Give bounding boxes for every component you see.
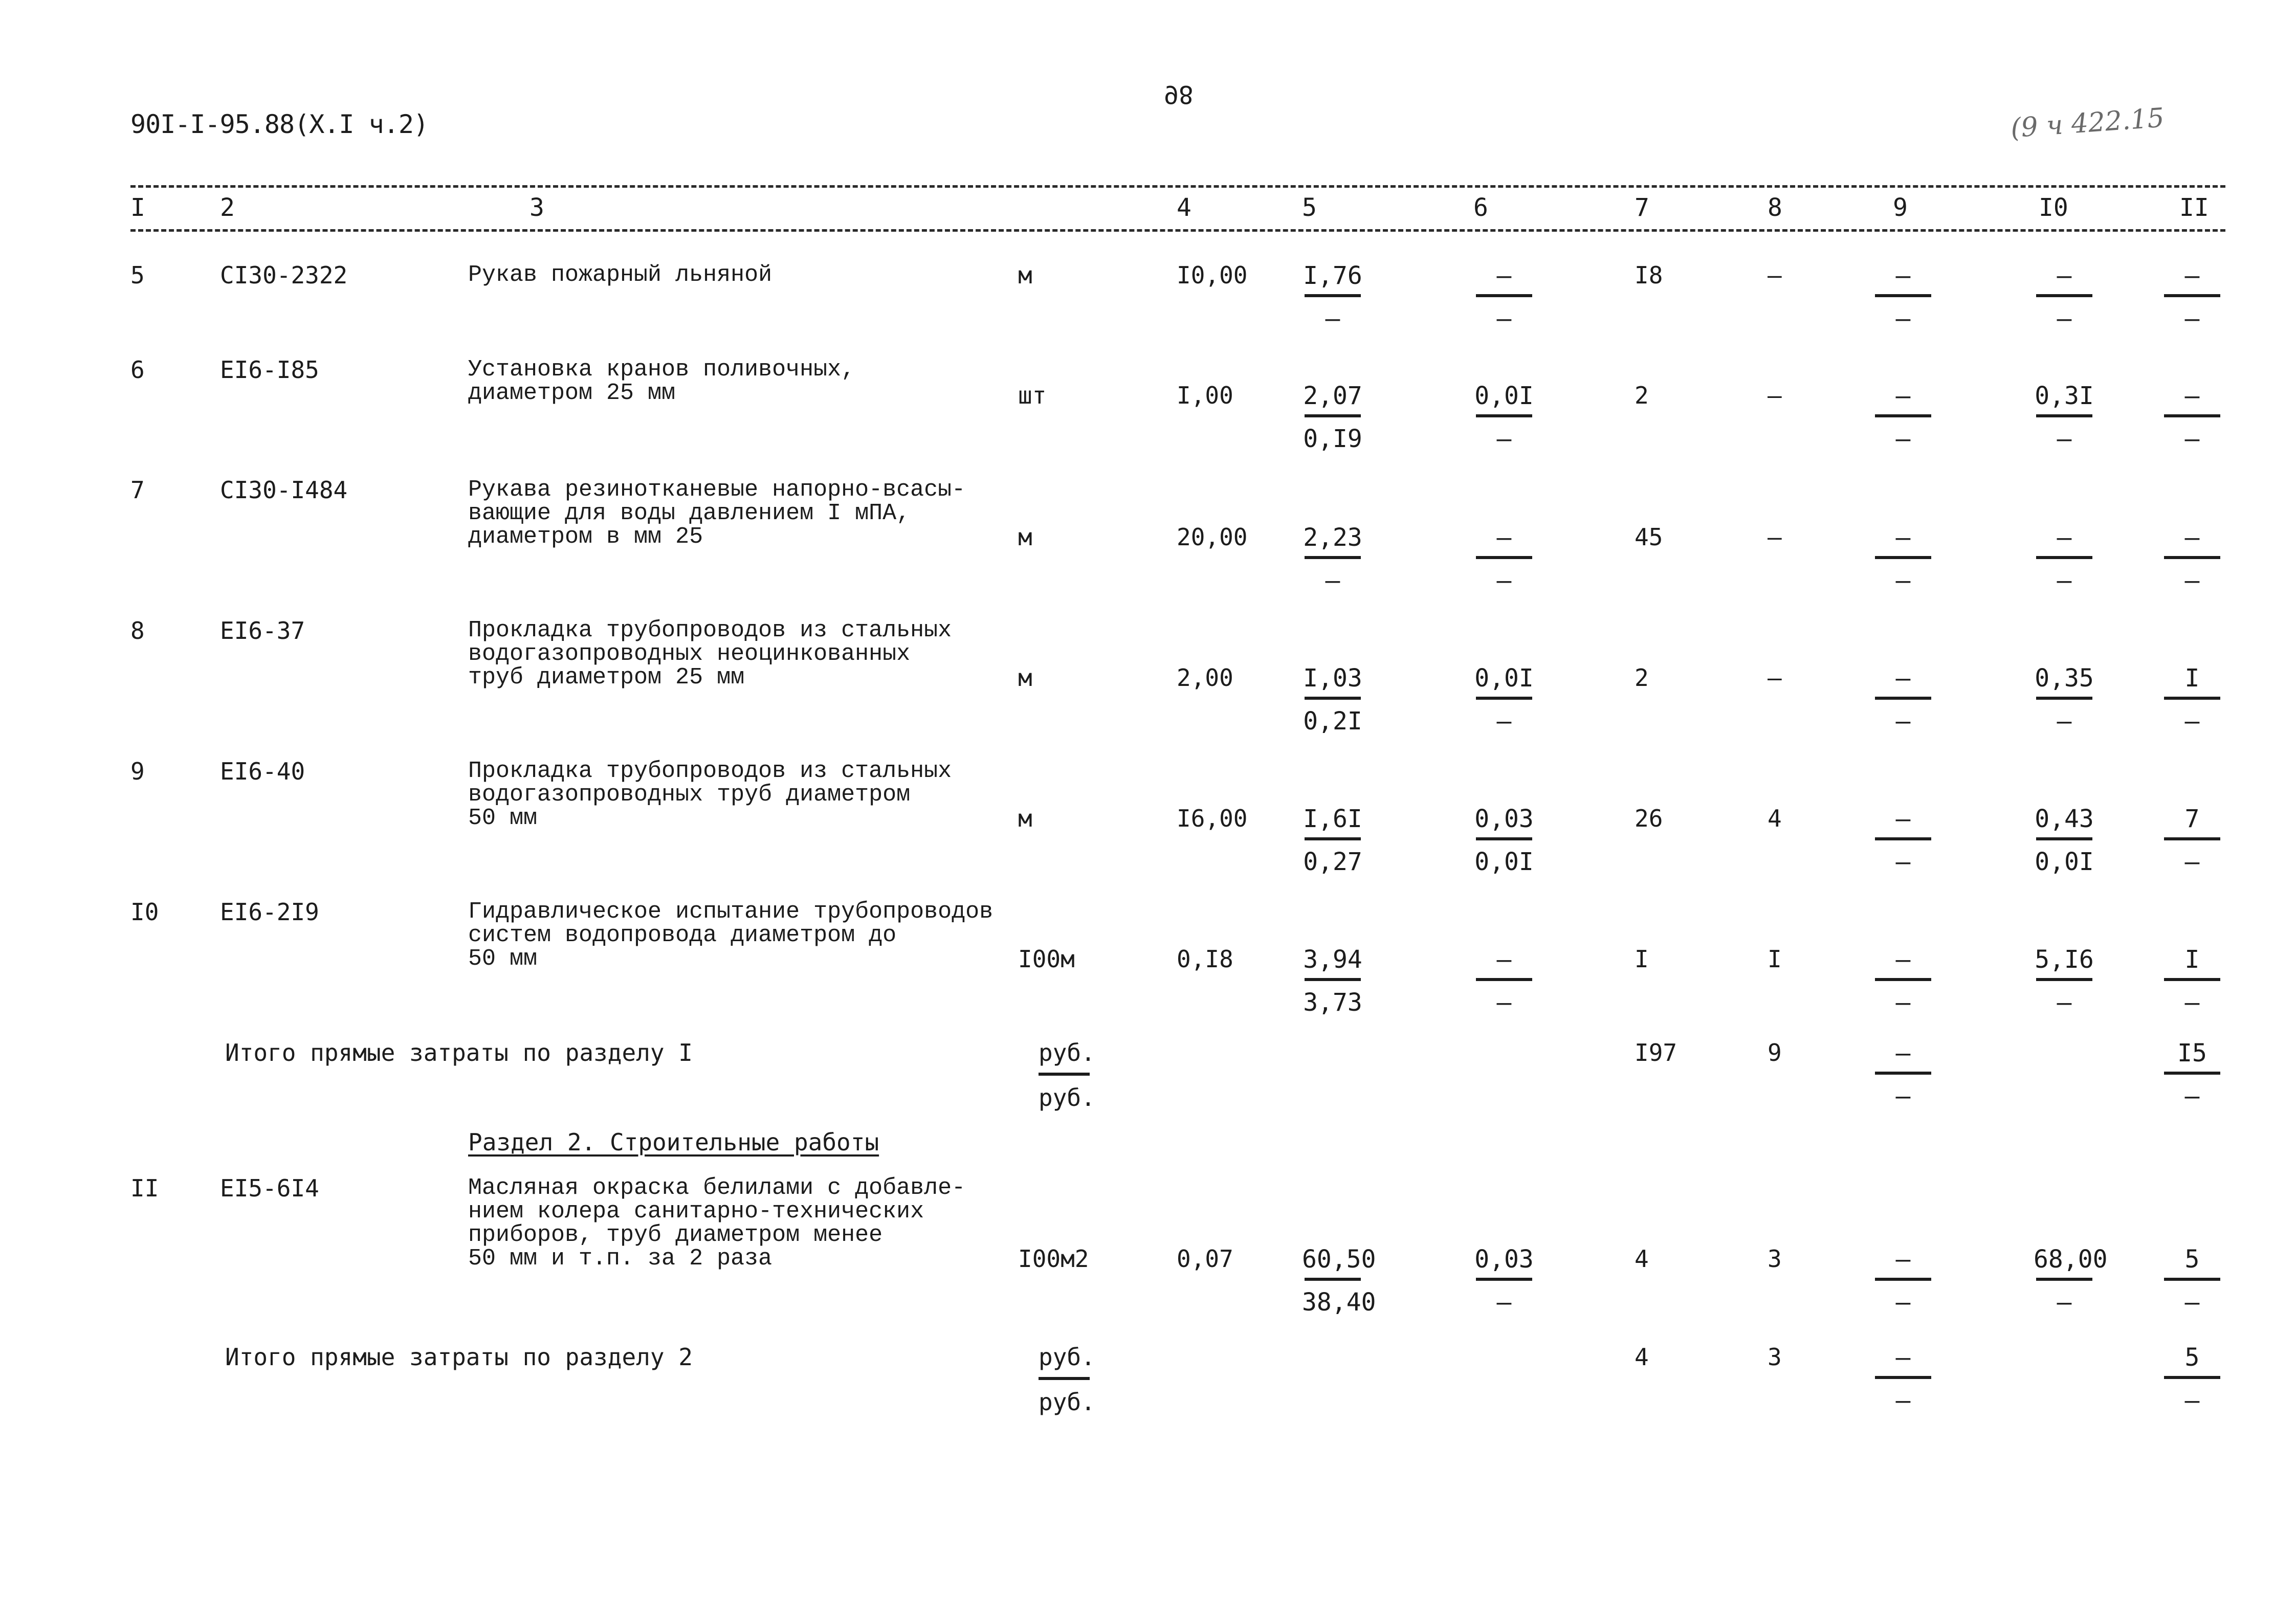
row-6-col11-bottom: – (2184, 988, 2200, 1017)
row-2-col5-bottom: 0,I9 (1303, 425, 1362, 453)
row-1-col5-bottom: – (1325, 304, 1340, 333)
row-5-col6-bar (1476, 837, 1532, 840)
row-1-code: CI30-2322 (220, 261, 348, 289)
row-6-col9-top: – (1895, 945, 1911, 974)
row-11-col9-top: – (1895, 1245, 1911, 1274)
row-4-col5-bottom: 0,2I (1303, 707, 1362, 736)
row-6-col6-top: – (1496, 945, 1512, 974)
page-number: 98 (1164, 80, 1194, 108)
row-1-col9-bar (1875, 294, 1931, 297)
row-6-col6-bottom: – (1496, 988, 1512, 1017)
row-1-col5-bar (1305, 294, 1361, 297)
row-3-col7: 45 (1635, 523, 1663, 551)
row-5-col8: 4 (1768, 805, 1782, 832)
total-section-1-unit-top: руб. (1039, 1039, 1095, 1066)
row-2-col10-bottom: – (2057, 425, 2072, 453)
row-3-col10-bottom: – (2057, 566, 2072, 595)
row-2-col10 (2034, 384, 2095, 455)
row-5-col5-top: I,6I (1303, 805, 1362, 833)
row-1-col6 (1473, 263, 1535, 335)
row-4-col5 (1302, 666, 1363, 738)
row-3-col9-top: – (1895, 523, 1911, 552)
row-3-col6-bottom: – (1496, 566, 1512, 595)
row-6-col10-bottom: – (2057, 988, 2072, 1017)
row-4-col6-top: 0,0I (1474, 664, 1534, 693)
total-section-2-unit-top: руб. (1039, 1343, 1095, 1371)
row-5-col9-bottom: – (1895, 848, 1911, 876)
row-2-col6-top: 0,0I (1474, 382, 1534, 410)
row-3-col8: – (1768, 523, 1782, 551)
total-section-2-col7: 4 (1635, 1343, 1649, 1371)
row-4-code: EI6-37 (220, 617, 305, 644)
row-2-col6-bottom: – (1496, 425, 1512, 453)
row-11-quantity: 0,07 (1177, 1245, 1233, 1273)
row-5-col6-bottom: 0,0I (1474, 848, 1534, 876)
row-11-col11-bar (2164, 1278, 2220, 1281)
total-section-1-col11-top: I5 (2177, 1039, 2207, 1068)
row-4-col5-bar (1305, 697, 1361, 700)
row-3-quantity: 20,00 (1177, 523, 1248, 551)
row-1-col6-bar (1476, 294, 1532, 297)
row-1-col10-top: – (2057, 261, 2072, 290)
row-6-col10-bar (2036, 978, 2092, 981)
row-11-col6-top: 0,03 (1474, 1245, 1534, 1274)
row-3-col6-top: – (1496, 523, 1512, 552)
row-2-col9 (1872, 384, 1934, 455)
row-3-col10 (2034, 525, 2095, 597)
row-4-col6-bar (1476, 697, 1532, 700)
row-11-col5-bar (1305, 1278, 1361, 1281)
row-5-col10 (2034, 807, 2095, 878)
header-bottom-rule (130, 229, 2225, 232)
row-1-col8: – (1768, 261, 1782, 289)
row-4-col10 (2034, 666, 2095, 738)
row-2-col9-bottom: – (1895, 425, 1911, 453)
row-2-code: EI6-I85 (220, 356, 319, 384)
row-6-col9-bar (1875, 978, 1931, 981)
row-4-col9-top: – (1895, 664, 1911, 693)
column-header-9: 9 (1893, 193, 1908, 222)
row-3-col5-top: 2,23 (1303, 523, 1362, 552)
row-3-col9-bottom: – (1895, 566, 1911, 595)
row-3-col10-top: – (2057, 523, 2072, 552)
row-5-col11-bottom: – (2184, 848, 2200, 876)
row-2-col10-top: 0,3I (2035, 382, 2094, 410)
row-4-number: 8 (130, 617, 145, 644)
row-3-col6 (1473, 525, 1535, 597)
row-11-col10-bottom: – (2057, 1288, 2072, 1317)
row-11-col10 (2034, 1245, 2108, 1319)
row-6-col9 (1872, 947, 1934, 1019)
total-section-1-label: Итого прямые затраты по разделу I (225, 1039, 693, 1066)
row-11-col11 (2161, 1247, 2223, 1319)
row-6-col5-top: 3,94 (1303, 945, 1362, 974)
row-2-col11-top: – (2184, 382, 2200, 410)
total-section-2-col8: 3 (1768, 1343, 1782, 1371)
total-section-1-col9 (1872, 1041, 1934, 1113)
row-2-col5 (1302, 384, 1363, 455)
row-5-col6 (1473, 807, 1535, 878)
total-section-2-label: Итого прямые затраты по разделу 2 (225, 1343, 693, 1371)
row-5-col11-top: 7 (2184, 805, 2200, 833)
row-11-number: II (130, 1174, 159, 1202)
column-header-4: 4 (1177, 193, 1191, 222)
row-3-col11-bottom: – (2184, 566, 2200, 595)
row-5-col6-top: 0,03 (1474, 805, 1534, 833)
row-6-col8: I (1768, 945, 1782, 973)
row-11-col10-bar (2036, 1278, 2092, 1281)
row-2-col11 (2161, 384, 2223, 455)
row-4-col11 (2161, 666, 2223, 738)
row-3-col6-bar (1476, 556, 1532, 559)
row-5-col7: 26 (1635, 805, 1663, 832)
row-3-unit: м (1018, 523, 1032, 551)
row-5-unit: м (1018, 805, 1032, 832)
column-header-11: II (2179, 193, 2209, 222)
row-4-col10-bottom: – (2057, 707, 2072, 736)
row-6-col5 (1302, 947, 1363, 1019)
row-3-col5-bar (1305, 556, 1361, 559)
row-1-col5-top: I,76 (1303, 261, 1362, 290)
row-11-col6-bar (1476, 1278, 1532, 1281)
row-6-col11-bar (2164, 978, 2220, 981)
row-4-col6 (1473, 666, 1535, 738)
row-5-quantity: I6,00 (1177, 805, 1248, 832)
row-5-col9-bar (1875, 837, 1931, 840)
row-1-col11-top: – (2184, 261, 2200, 290)
total-section-1-col11-bottom: – (2184, 1082, 2200, 1110)
column-header-1: I (130, 193, 145, 222)
row-1-col9 (1872, 263, 1934, 335)
row-6-unit: I00м (1018, 945, 1075, 973)
row-6-col10 (2034, 947, 2095, 1019)
row-11-col9-bar (1875, 1278, 1931, 1281)
row-5-description: Прокладка трубопроводов из стальных водогазопроводных труб диаметром 50 мм (468, 758, 952, 831)
total-section-1-col9-bar (1875, 1072, 1931, 1075)
total-section-2-col9-bar (1875, 1376, 1931, 1379)
total-section-1-unit-bar (1039, 1073, 1090, 1076)
row-1-quantity: I0,00 (1177, 261, 1248, 289)
row-6-col9-bottom: – (1895, 988, 1911, 1017)
row-4-col10-bar (2036, 697, 2092, 700)
row-11-col7: 4 (1635, 1245, 1649, 1273)
row-11-col10-top: 68,00 (2034, 1245, 2108, 1274)
row-4-col11-bar (2164, 697, 2220, 700)
row-2-unit: шт (1018, 382, 1047, 409)
row-3-col11 (2161, 525, 2223, 597)
row-3-col5 (1302, 525, 1363, 597)
row-1-col9-bottom: – (1895, 304, 1911, 333)
row-11-col9-bottom: – (1895, 1288, 1911, 1317)
total-section-1-col9-top: – (1895, 1039, 1911, 1068)
total-section-2-col11-bottom: – (2184, 1386, 2200, 1415)
row-1-col7: I8 (1635, 261, 1663, 289)
row-4-col11-top: I (2184, 664, 2200, 693)
row-1-description: Рукав пожарный льняной (468, 262, 772, 288)
row-4-col8: – (1768, 664, 1782, 692)
row-2-col11-bottom: – (2184, 425, 2200, 453)
row-4-description: Прокладка трубопроводов из стальных водогазопроводных неоцинкованных труб диаметром 25 мм (468, 617, 952, 691)
row-5-col9 (1872, 807, 1934, 878)
column-header-5: 5 (1302, 193, 1317, 222)
section-2-title: Раздел 2. Строительные работы (468, 1128, 879, 1156)
row-5-col9-top: – (1895, 805, 1911, 833)
handwritten-stamp: (9 ч 422.15 (2010, 102, 2166, 144)
row-1-number: 5 (130, 261, 145, 289)
row-5-col5-bottom: 0,27 (1303, 848, 1362, 876)
row-4-col9 (1872, 666, 1934, 738)
row-2-col8: – (1768, 382, 1782, 409)
row-6-col7: I (1635, 945, 1649, 973)
row-2-quantity: I,00 (1177, 382, 1233, 409)
row-1-col9-top: – (1895, 261, 1911, 290)
row-5-col5-bar (1305, 837, 1361, 840)
total-section-1-col7: I97 (1635, 1039, 1677, 1066)
row-2-number: 6 (130, 356, 145, 384)
row-3-code: CI30-I484 (220, 476, 348, 504)
row-6-col10-top: 5,I6 (2035, 945, 2094, 974)
column-header-10: I0 (2039, 193, 2068, 222)
row-11-col11-bottom: – (2184, 1288, 2200, 1317)
row-1-unit: м (1018, 261, 1032, 289)
row-3-number: 7 (130, 476, 145, 504)
row-1-col6-top: – (1496, 261, 1512, 290)
row-11-unit: I00м2 (1018, 1245, 1089, 1273)
row-1-col10-bar (2036, 294, 2092, 297)
row-5-col10-bar (2036, 837, 2092, 840)
row-6-col6-bar (1476, 978, 1532, 981)
total-section-2-col9 (1872, 1345, 1934, 1417)
row-11-code: EI5-6I4 (220, 1174, 319, 1202)
row-6-col5-bar (1305, 978, 1361, 981)
row-4-col10-top: 0,35 (2035, 664, 2094, 693)
row-4-quantity: 2,00 (1177, 664, 1233, 692)
row-2-col7: 2 (1635, 382, 1649, 409)
row-11-col5 (1302, 1245, 1376, 1319)
row-3-col11-top: – (2184, 523, 2200, 552)
row-6-code: EI6-2I9 (220, 898, 319, 926)
row-6-col11 (2161, 947, 2223, 1019)
row-1-col5 (1302, 263, 1363, 335)
row-11-col5-bottom: 38,40 (1302, 1288, 1376, 1317)
row-2-col11-bar (2164, 414, 2220, 417)
total-section-1-col8: 9 (1768, 1039, 1782, 1066)
row-5-col10-top: 0,43 (2035, 805, 2094, 833)
total-section-2-col9-bottom: – (1895, 1386, 1911, 1415)
row-3-description: Рукава резинотканевые напорно-всасы- вающие для воды давлением I мПА, диаметром в мм 25 (468, 477, 966, 550)
row-3-col5-bottom: – (1325, 566, 1340, 595)
total-section-1-col9-bottom: – (1895, 1082, 1911, 1110)
row-11-description: Масляная окраска белилами с добавле- нием колера санитарно-технических приборов, труб диаметром менее 50 мм и т.п. за 2 раза (468, 1175, 966, 1272)
row-1-col11-bottom: – (2184, 304, 2200, 333)
row-5-number: 9 (130, 758, 145, 785)
row-2-col5-top: 2,07 (1303, 382, 1362, 410)
row-6-col11-top: I (2184, 945, 2200, 974)
row-5-col10-bottom: 0,0I (2035, 848, 2094, 876)
row-11-col5-top: 60,50 (1302, 1245, 1376, 1274)
row-1-col11 (2161, 263, 2223, 335)
row-1-col10 (2034, 263, 2095, 335)
column-header-7: 7 (1635, 193, 1649, 222)
row-11-col8: 3 (1768, 1245, 1782, 1273)
row-4-col6-bottom: – (1496, 707, 1512, 736)
row-1-col6-bottom: – (1496, 304, 1512, 333)
total-section-1-col11-bar (2164, 1072, 2220, 1075)
row-5-code: EI6-40 (220, 758, 305, 785)
total-section-2-col9-top: – (1895, 1343, 1911, 1372)
row-5-col5 (1302, 807, 1363, 878)
row-4-col7: 2 (1635, 664, 1649, 692)
row-6-col6 (1473, 947, 1535, 1019)
row-2-col10-bar (2036, 414, 2092, 417)
row-2-description: Установка кранов поливочных, диаметром 25 мм (468, 357, 855, 406)
column-header-3: 3 (529, 193, 544, 222)
column-header-6: 6 (1473, 193, 1488, 222)
row-3-col11-bar (2164, 556, 2220, 559)
row-6-col5-bottom: 3,73 (1303, 988, 1362, 1017)
row-5-col11 (2161, 807, 2223, 878)
header-top-rule (130, 185, 2225, 188)
total-section-1-col11 (2161, 1041, 2223, 1113)
row-4-unit: м (1018, 664, 1032, 692)
row-2-col6 (1473, 384, 1535, 455)
row-4-col9-bar (1875, 697, 1931, 700)
row-1-col10-bottom: – (2057, 304, 2072, 333)
row-3-col9 (1872, 525, 1934, 597)
row-2-col9-bar (1875, 414, 1931, 417)
row-11-col6-bottom: – (1496, 1288, 1512, 1317)
column-header-8: 8 (1768, 193, 1782, 222)
row-11-col6 (1473, 1247, 1535, 1319)
row-6-number: I0 (130, 898, 159, 926)
column-header-2: 2 (220, 193, 235, 222)
row-2-col5-bar (1305, 414, 1361, 417)
row-11-col9 (1872, 1247, 1934, 1319)
row-1-col11-bar (2164, 294, 2220, 297)
row-2-col9-top: – (1895, 382, 1911, 410)
total-section-2-col11-bar (2164, 1376, 2220, 1379)
row-4-col11-bottom: – (2184, 707, 2200, 736)
row-4-col5-top: I,03 (1303, 664, 1362, 693)
document-code: 90I-I-95.88(X.I ч.2) (130, 109, 429, 139)
row-3-col9-bar (1875, 556, 1931, 559)
total-section-2-col11-top: 5 (2184, 1343, 2200, 1372)
row-6-description: Гидравлическое испытание трубопроводов систем водопровода диаметром до 50 мм (468, 899, 994, 972)
row-6-quantity: 0,I8 (1177, 945, 1233, 973)
total-section-2-col11 (2161, 1345, 2223, 1417)
row-2-col6-bar (1476, 414, 1532, 417)
total-section-2-unit-bottom: руб. (1039, 1388, 1095, 1416)
row-4-col9-bottom: – (1895, 707, 1911, 736)
row-3-col10-bar (2036, 556, 2092, 559)
row-5-col11-bar (2164, 837, 2220, 840)
row-11-col11-top: 5 (2184, 1245, 2200, 1274)
total-section-1-unit-bottom: руб. (1039, 1084, 1095, 1111)
total-section-2-unit-bar (1039, 1377, 1090, 1380)
